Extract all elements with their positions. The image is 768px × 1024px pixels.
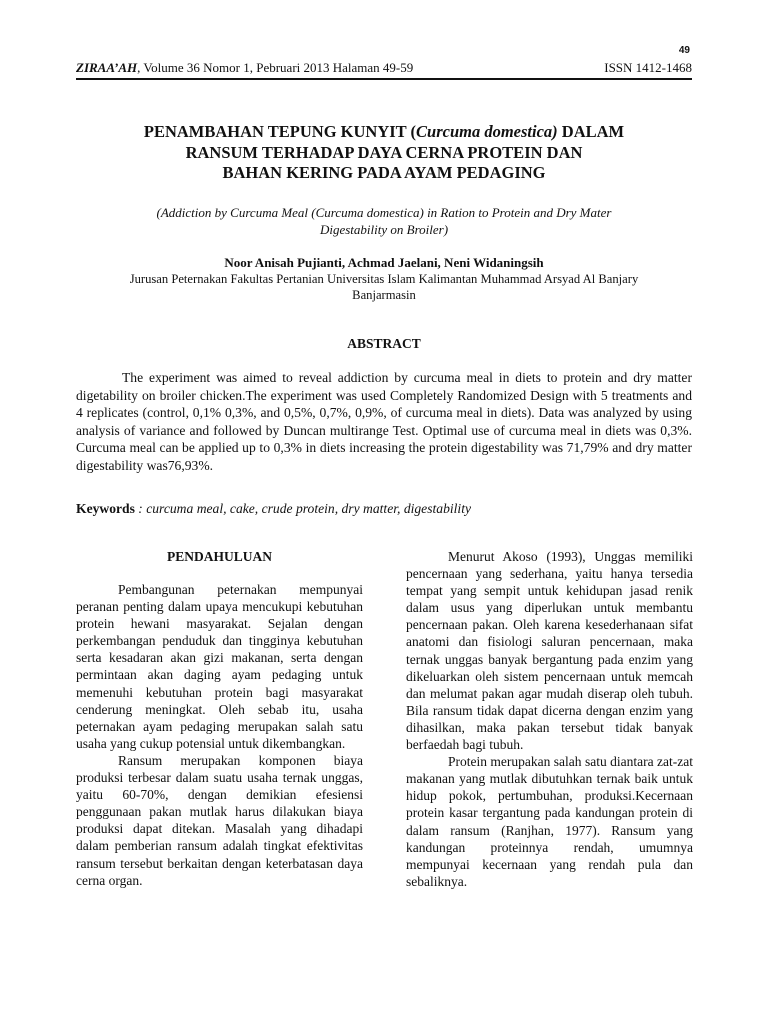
affiliation-line-1: Jurusan Peternakan Fakultas Pertanian Universitas Islam Kalimantan Muhammad Arsyad Al Banjary bbox=[129, 271, 639, 286]
keywords-label: Keywords bbox=[76, 501, 135, 516]
journal-name: ZIRAA’AH bbox=[76, 60, 138, 75]
title-block bbox=[76, 122, 692, 303]
running-header bbox=[76, 60, 692, 80]
title-line-1-end: DALAM bbox=[557, 122, 625, 141]
abstract-heading: ABSTRACT bbox=[347, 336, 421, 351]
affiliation-line-2: Banjarmasin bbox=[352, 287, 416, 302]
left-column bbox=[76, 548, 363, 889]
title-line-2: RANSUM TERHADAP DAYA CERNA PROTEIN DAN bbox=[185, 142, 583, 162]
authors: Noor Anisah Pujianti, Achmad Jaelani, Neni Widaningsih bbox=[224, 254, 544, 270]
right-column bbox=[406, 548, 693, 890]
volume-info: , Volume 36 Nomor 1, Pebruari 2013 Halaman 49-59 bbox=[137, 60, 414, 75]
paragraph: Protein merupakan salah satu diantara zat-zat makanan yang mutlak dibutuhkan ternak baik untuk hidup pokok, pertumbuhan, produksi.Kecernaan protein kasar tergantung pada kandungan protein di dalam ransum (Ranjhan, 1977). Ransum yang kandungan proteinnya rendah, umumnya mempunyai kecernaan yang rendah pula dan sebaliknya. bbox=[406, 754, 693, 889]
english-title-line-1: (Addiction by Curcuma Meal (Curcuma domestica) in Ration to Protein and Dry Mater bbox=[156, 204, 612, 220]
title-line-1 bbox=[76, 122, 692, 143]
abstract-body: The experiment was aimed to reveal addiction by curcuma meal in diets to protein and dry matter digetability on broiler chicken.The experiment was used Completely Randomized Design with 5 treatments and 4 replicates (control, 0,1% 0,3%, and 0,5%, 0,7%, 0,9%, of curcuma meal in diets). Data was analyzed by using analysis of variance and followed by Duncan multirange Test. Optimal use of curcuma meal in diets was 0,3%. Curcuma meal can be applied up to 0,3% in diets increasing the protein digestability was 71,79% and dry matter digestability was76,93%. bbox=[76, 370, 692, 473]
paragraph: Ransum merupakan komponen biaya produksi terbesar dalam suatu usaha ternak unggas, yaitu 60-70%, dengan demikian efesiensi penggunaan pakan mutlak harus dilakukan biaya produksi dapat ditekan. Masalah yang dihadapi dalam pemberian ransum adalah tingkat efektivitas ransum tersebut berkaitan dengan keterbatasan daya cerna organ. bbox=[76, 752, 363, 888]
paragraph: Menurut Akoso (1993), Unggas memiliki pencernaan yang sederhana, yaitu hanya tersedia tempat yang sempit untuk kehidupan jasad renik dalam usus yang diperlukan untuk membantu pencernaan pakan. Oleh karena kesederhanaan sifat anatomi dan fisiologi saluran pencernaan, maka ternak unggas banyak bergantung pada enzim yang dikeluarkan oleh sistem pencernaan untuk memcah dan melumat pakan agar mudah diserap oleh tubuh. Bila ransum tidak dapat dicerna dengan enzim yang dihasilkan, maka pakan tersebut tidak banyak berfaedah bagi tubuh. bbox=[406, 549, 693, 753]
title-line-3: BAHAN KERING PADA AYAM PEDAGING bbox=[222, 163, 546, 182]
title-line-1-start: PENAMBAHAN TEPUNG KUNYIT ( bbox=[143, 122, 417, 141]
english-title bbox=[76, 204, 692, 238]
keywords-text: : curcuma meal, cake, crude protein, dry matter, digestability bbox=[134, 501, 472, 516]
affiliation bbox=[76, 271, 692, 303]
keywords bbox=[76, 501, 692, 517]
title-species-name: Curcuma domestica) bbox=[416, 122, 558, 141]
english-title-line-2: Digestability on Broiler) bbox=[319, 221, 449, 237]
journal-citation bbox=[76, 60, 413, 76]
paragraph: Pembangunan peternakan mempunyai peranan penting dalam upaya mencukupi kebutuhan protein hewani masyarakat. Sejalan dengan perkembangan penduduk dan tingginya kebutuhan serta kesadaran akan gizi makanan, serta dengan permintaan akan daging ayam pedaging untuk memenuhi kebutuhan protein bagi masyarakat cenderung meningkat. Oleh sebab itu, usaha peternakan ayam pedaging merupakan salah satu usaha yang cukup potensial untuk dikembangkan. bbox=[76, 582, 363, 751]
issn: ISSN 1412-1468 bbox=[604, 60, 692, 75]
paper-title bbox=[76, 122, 692, 184]
section-heading-pendahuluan: PENDAHULUAN bbox=[166, 549, 272, 564]
page-number: 49 bbox=[678, 45, 690, 56]
